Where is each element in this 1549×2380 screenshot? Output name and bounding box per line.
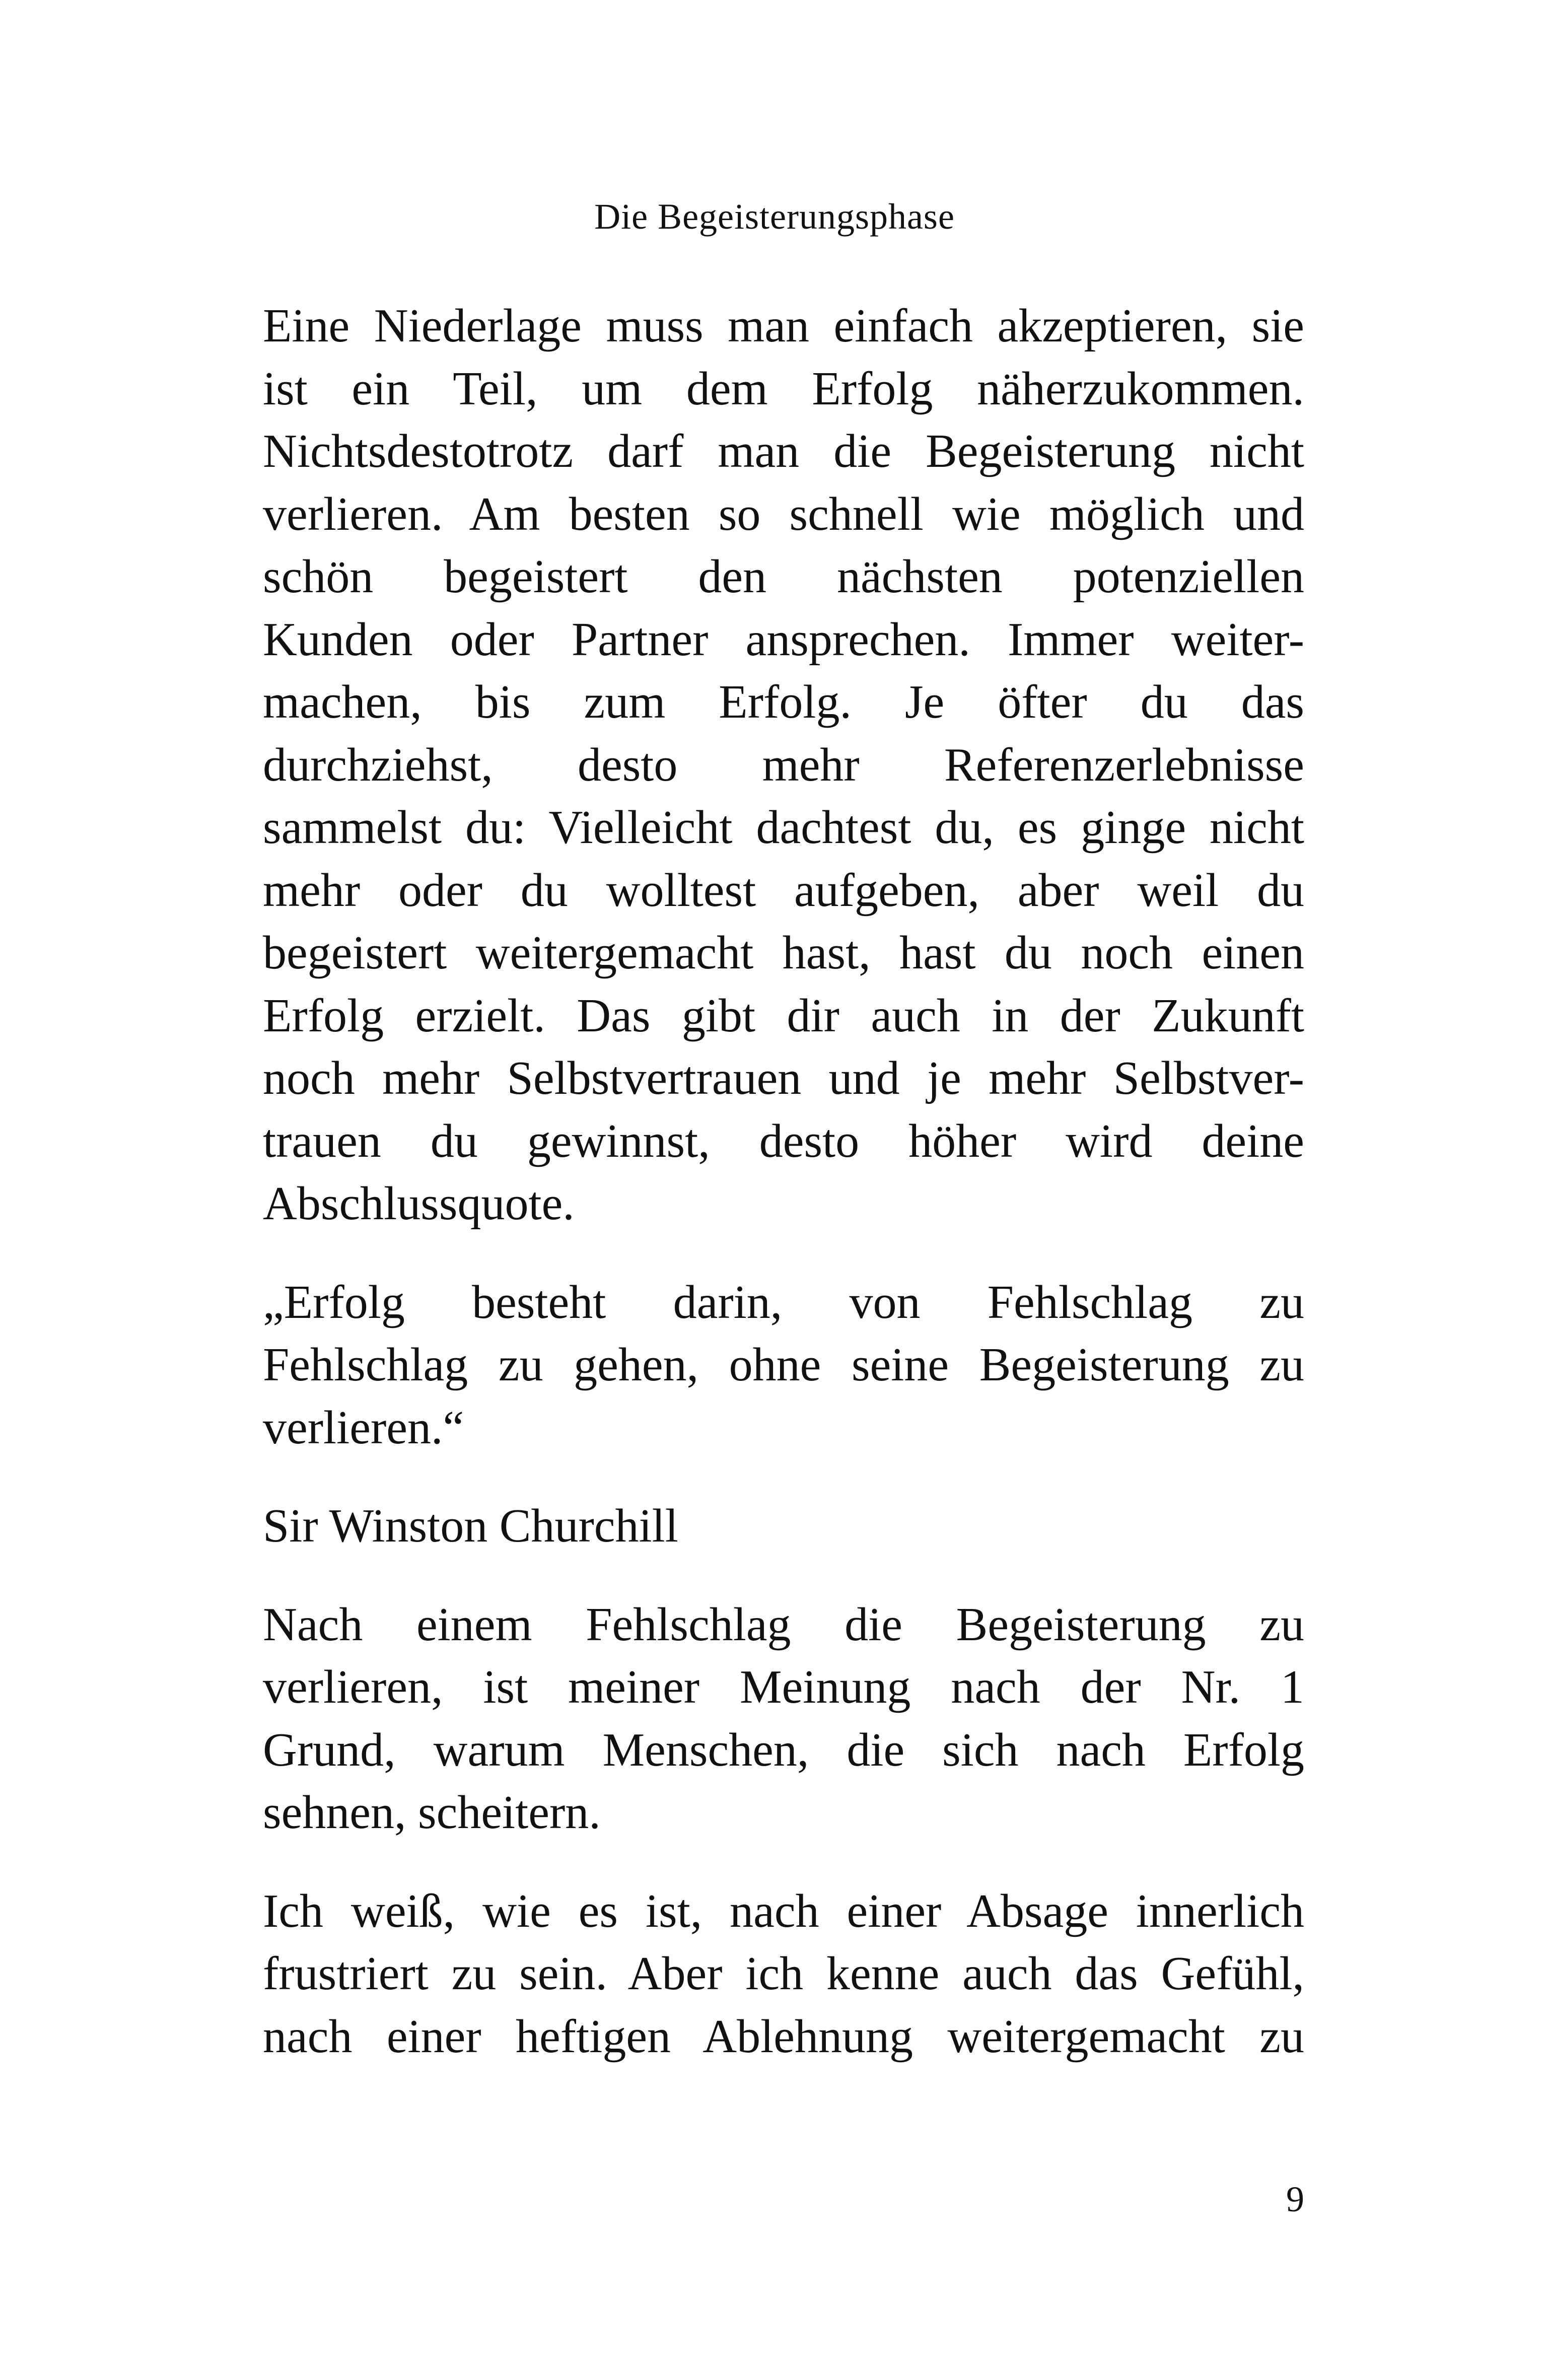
text-line: verlieren, ist meiner Meinung nach der Nr. 1 — [263, 1661, 1304, 1713]
text-line: ist ein Teil, um dem Erfolg näherzukommen. — [263, 362, 1304, 415]
text-line: Eine Niederlage muss man einfach akzeptieren, sie — [263, 300, 1304, 352]
text-line: trauen du gewinnst, desto höher wird deine — [263, 1114, 1304, 1167]
quote-attribution — [263, 1495, 1304, 1558]
text-line: Fehlschlag zu gehen, ohne seine Begeisterung zu — [263, 1339, 1304, 1391]
text-line: noch mehr Selbstvertrauen und je mehr Selbstver- — [263, 1052, 1304, 1104]
text-line: Ich weiß, wie es ist, nach einer Absage innerlich — [263, 1884, 1304, 1937]
text-line: sammelst du: Vielleicht dachtest du, es ginge nicht — [263, 801, 1304, 854]
text-line: begeistert weitergemacht hast, hast du noch einen — [263, 927, 1304, 979]
text-line: schön begeistert den nächsten potenziellen — [263, 550, 1304, 603]
paragraph-gap — [263, 1844, 1304, 1880]
text-line: verlieren.“ — [263, 1401, 464, 1454]
paragraph-gap — [263, 1235, 1304, 1271]
text-line: frustriert zu sein. Aber ich kenne auch das Gefühl, — [263, 1947, 1304, 2000]
text-line: nach einer heftigen Ablehnung weitergemacht zu — [263, 2010, 1304, 2063]
paragraph-1 — [263, 295, 1304, 1235]
running-head: Die Begeisterungsphase — [594, 196, 955, 237]
quote — [263, 1271, 1304, 1459]
text-line: Sir Winston Churchill — [263, 1500, 678, 1552]
paragraph-gap — [263, 1459, 1304, 1495]
text-line: „Erfolg besteht darin, von Fehlschlag zu — [263, 1276, 1304, 1328]
text-line: machen, bis zum Erfolg. Je öfter du das — [263, 676, 1304, 728]
body-text — [263, 295, 1304, 2068]
text-line: mehr oder du wolltest aufgeben, aber weil du — [263, 864, 1304, 917]
text-line: Abschlussquote. — [263, 1177, 575, 1230]
text-line: sehnen, scheitern. — [263, 1786, 601, 1839]
paragraph-2 — [263, 1593, 1304, 1844]
text-line: Nichtsdestotrotz darf man die Begeisterung nicht — [263, 425, 1304, 477]
text-line: Kunden oder Partner ansprechen. Immer weiter- — [263, 613, 1304, 666]
paragraph-gap — [263, 1558, 1304, 1593]
text-line: Grund, warum Menschen, die sich nach Erfolg — [263, 1723, 1304, 1776]
paragraph-3 — [263, 1880, 1304, 2068]
text-line: Nach einem Fehlschlag die Begeisterung zu — [263, 1598, 1304, 1651]
text-line: verlieren. Am besten so schnell wie möglich und — [263, 487, 1304, 540]
page-number: 9 — [1286, 2179, 1304, 2219]
text-line: durchziehst, desto mehr Referenzerlebnisse — [263, 738, 1304, 791]
text-line: Erfolg erzielt. Das gibt dir auch in der Zukunft — [263, 989, 1304, 1042]
